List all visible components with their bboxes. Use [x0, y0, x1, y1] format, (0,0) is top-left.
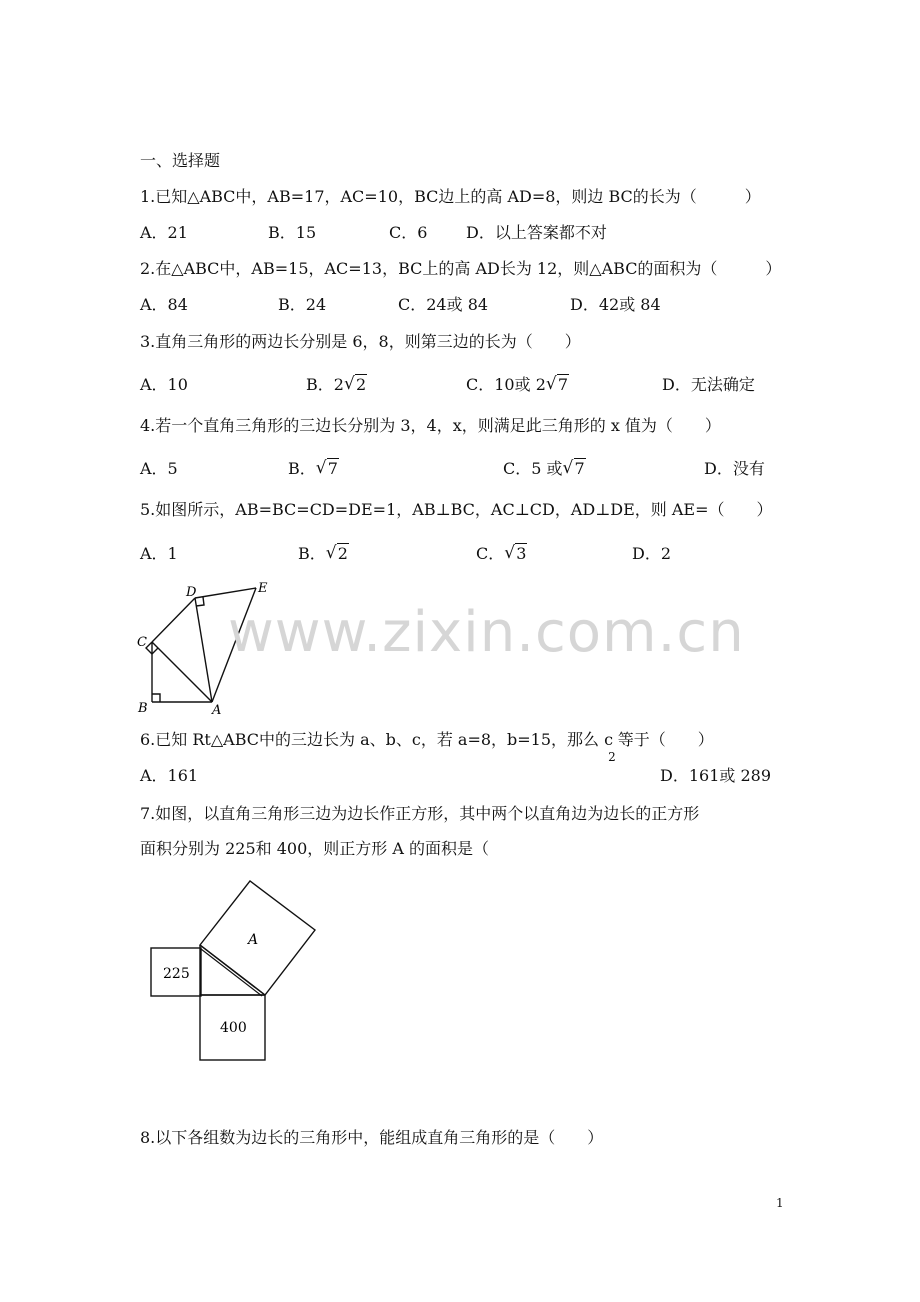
- q5-option-c-radicand: 3: [516, 544, 527, 563]
- label-e: E: [258, 581, 268, 596]
- label-d: D: [186, 585, 197, 600]
- q2-option-a: A．84: [140, 295, 188, 314]
- page-number: 1: [776, 1196, 784, 1210]
- question-2-stem: 2.在△ABC中，AB=15，AC=13，BC上的高 AD长为 12，则△ABC的面积为（ ）: [140, 259, 782, 278]
- q5-option-d: D．2: [632, 544, 672, 563]
- sqrt-radical: [316, 458, 339, 480]
- question-3-stem: 3.直角三角形的两边长分别是 6，8，则第三边的长为（ ）: [140, 332, 581, 351]
- q3-option-b: [306, 374, 367, 396]
- hypotenuse-shadow: [201, 949, 262, 996]
- q3-option-b-prefix: B．2: [306, 375, 344, 394]
- q3-option-c: [466, 374, 569, 396]
- q5-option-c: [476, 543, 527, 565]
- watermark: www.zixin.com.cn: [228, 600, 745, 665]
- q5-option-a: A．1: [140, 544, 178, 563]
- question-7-line-2: 面积分别为 225和 400，则正方形 A 的面积是（: [140, 839, 489, 858]
- q5-option-b: [298, 543, 349, 565]
- q6-option-d: D．161或 289: [660, 766, 771, 785]
- q6-exponent: 2: [608, 750, 616, 764]
- q4-option-a: A．5: [140, 459, 178, 478]
- q1-option-b: B．15: [268, 223, 317, 242]
- q5-option-b-prefix: B．: [298, 544, 326, 563]
- q1-option-d: D．以上答案都不对: [466, 223, 607, 242]
- q7-squares-figure: [140, 872, 330, 1068]
- q5-option-b-radicand: 2: [337, 544, 348, 563]
- segment-cd: [152, 598, 195, 642]
- right-angle-mark-b: [152, 694, 160, 702]
- q4-option-d: D．没有: [704, 459, 765, 478]
- q2-option-d: D．42或 84: [570, 295, 661, 314]
- sqrt-radical: [326, 543, 349, 565]
- segment-da: [195, 598, 212, 702]
- right-angle-mark-d: [196, 597, 204, 606]
- q6-stem-text: 6.已知 Rt△ABC中的三边长为 a、b、c，若 a=8，b=15，那么 c: [140, 730, 614, 749]
- section-title: 一、选择题: [140, 151, 221, 170]
- q4-option-c-radicand: 7: [574, 459, 585, 478]
- question-7-line-1: 7.如图，以直角三角形三边为边长作正方形，其中两个以直角边为边长的正方形: [140, 804, 700, 823]
- q2-option-c: C．24或 84: [398, 295, 489, 314]
- q3-option-c-radicand: 7: [557, 375, 569, 394]
- question-8-stem: 8.以下各组数为边长的三角形中，能组成直角三角形的是（ ）: [140, 1128, 604, 1147]
- q5-option-c-prefix: C．: [476, 544, 505, 563]
- question-4-stem: 4.若一个直角三角形的三边长分别为 3，4，x，则满足此三角形的 x 值为（ ）: [140, 416, 721, 435]
- q3-option-a: A．10: [140, 375, 188, 394]
- sqrt-radical: [546, 374, 569, 396]
- triangle-hypotenuse: [200, 945, 265, 995]
- label-a: A: [212, 703, 222, 716]
- q4-option-c-prefix: C．5 或: [503, 459, 563, 478]
- q1-option-c: C．6: [389, 223, 428, 242]
- q4-option-b: [288, 458, 339, 480]
- question-1-stem: 1.已知△ABC中，AB=17，AC=10，BC边上的高 AD=8，则边 BC的长为（ ）: [140, 187, 761, 206]
- q4-option-b-radicand: 7: [327, 459, 338, 478]
- q3-option-b-radicand: 2: [355, 375, 367, 394]
- label-400: 400: [220, 1020, 247, 1036]
- q2-option-b: B．24: [278, 295, 327, 314]
- q4-option-b-prefix: B．: [288, 459, 316, 478]
- sqrt-radical: [344, 374, 367, 396]
- label-225: 225: [163, 966, 190, 982]
- label-a: A: [248, 932, 259, 948]
- question-6-stem: [140, 729, 714, 764]
- q6-stem-tail: 等于（ ）: [617, 730, 714, 749]
- label-b: B: [138, 701, 148, 716]
- question-5-stem: 5.如图所示，AB=BC=CD=DE=1，AB⊥BC，AC⊥CD，AD⊥DE，则 AE=（ ）: [140, 500, 773, 519]
- sqrt-radical: [563, 458, 586, 480]
- q6-option-a: A．161: [140, 766, 199, 785]
- segment-de: [195, 588, 256, 598]
- q4-option-c: [503, 458, 586, 480]
- label-c: C: [137, 635, 147, 650]
- q1-option-a: A．21: [140, 223, 188, 242]
- q3-option-c-prefix: C．10或 2: [466, 375, 546, 394]
- q3-option-d: D．无法确定: [662, 375, 755, 394]
- sqrt-radical: [504, 543, 527, 565]
